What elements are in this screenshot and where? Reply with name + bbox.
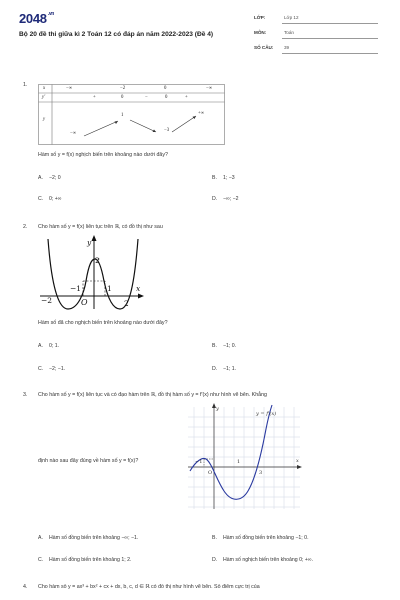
meta-count-underline: [282, 53, 378, 54]
table-x-value: −∞: [206, 86, 213, 91]
graph3-y-label: y: [216, 406, 219, 412]
table-yp-sign: 0: [165, 95, 168, 100]
graph2-tick-neg1: −1: [70, 284, 82, 293]
table-x-value: −2: [120, 86, 126, 91]
graph3-curve-label: y = f'(x): [256, 411, 277, 417]
question-3-option-a[interactable]: A. Hàm số đồng biến trên khoảng −∞; −1.: [38, 535, 139, 541]
table-yp-sign: 0: [121, 95, 124, 100]
question-3-intro: Cho hàm số y = f(x) liên tục và có đạo hàm trên ℝ, đồ thị hàm số y = f'(x) như hình vẽ bên. Khẳng: [38, 392, 267, 398]
graph3-tick-neg1: −1: [195, 459, 203, 465]
question-3-option-c[interactable]: C. Hàm số đồng biến trên khoảng 1; 2.: [38, 557, 132, 563]
question-1-option-c[interactable]: C. 0; +∞: [38, 196, 62, 202]
meta-count-value: 39: [284, 45, 290, 50]
graph2-tick-1: 1: [107, 284, 112, 293]
table-x-label: x: [43, 86, 46, 91]
table-yp-sign: +: [185, 95, 188, 100]
question-1-option-a[interactable]: A. −2; 0: [38, 175, 61, 181]
meta-class-underline: [282, 23, 378, 24]
graph2-y-label: y: [87, 238, 92, 247]
meta-class-label: LỚP:: [254, 15, 266, 20]
question-3-option-d[interactable]: D. Hàm số nghịch biến trên khoảng 0; +∞.: [212, 557, 314, 563]
table-y-value: −3: [164, 128, 170, 133]
graph3-tick-1: 1: [237, 459, 241, 465]
table-y-value: −∞: [70, 131, 77, 136]
question-3-graph: [186, 401, 304, 511]
table-yp-sign: −: [145, 95, 148, 100]
table-y-value: 1: [121, 113, 124, 118]
meta-class-row: [254, 14, 378, 24]
question-2-option-d[interactable]: D. −1; 1.: [212, 366, 237, 372]
meta-subject-underline: [282, 38, 378, 39]
meta-subject-row: [254, 29, 378, 39]
meta-subject-value: Toán: [284, 30, 294, 35]
question-3-intro-cont: định nào sau đây đúng về hàm số y = f(x)?: [38, 458, 139, 464]
table-y-value: +∞: [198, 111, 205, 116]
graph2-origin-label: O: [81, 298, 88, 307]
table-y-label: y: [43, 117, 46, 122]
logo-tld: .vn: [47, 11, 55, 17]
graph3-origin-label: O: [208, 470, 213, 476]
table-x-value: −∞: [66, 86, 73, 91]
question-2-intro: Cho hàm số y = f(x) liên tục trên ℝ, có đồ thị như sau: [38, 224, 163, 230]
question-1-option-b[interactable]: B. 1; −3: [212, 175, 235, 181]
table-yp-label: y': [42, 95, 46, 100]
logo-main: 2048: [19, 11, 47, 26]
graph2-tick-neg2: −2: [41, 296, 53, 305]
table-x-value: 0: [164, 86, 167, 91]
question-3-number: 3.: [23, 392, 28, 398]
meta-subject-label: MÔN:: [254, 30, 267, 35]
meta-class-value: Lớp 12: [284, 15, 299, 20]
question-2-option-a[interactable]: A. 0; 1.: [38, 343, 60, 349]
table-yp-sign: +: [93, 95, 96, 100]
question-4-number: 4.: [23, 584, 28, 590]
question-1-prompt: Hàm số y = f(x) nghịch biến trên khoảng nào dưới đây?: [38, 152, 168, 158]
question-4-intro: Cho hàm số y = ax³ + bx² + cx + dx, b, c, d ∈ ℝ có đồ thị như hình vẽ bên. Số điểm cực trị của: [38, 584, 260, 590]
meta-count-label: SỐ CÂU:: [254, 45, 274, 50]
graph2-x-label: x: [136, 284, 141, 293]
document-title: Bộ 20 đề thi giữa kì 2 Toán 12 có đáp án năm 2022-2023 (Đề 4): [19, 31, 214, 38]
site-logo[interactable]: [19, 11, 54, 26]
question-2-option-b[interactable]: B. −1; 0.: [212, 343, 237, 349]
meta-count-row: [254, 44, 378, 54]
question-2-prompt: Hàm số đã cho nghịch biến trên khoảng nào dưới đây?: [38, 320, 168, 326]
graph3-x-label: x: [296, 458, 299, 464]
question-1-option-d[interactable]: D. −∞; −2: [212, 196, 239, 202]
question-3-option-b[interactable]: B. Hàm số đồng biến trên khoảng −1; 0.: [212, 535, 309, 541]
question-1-number: 1.: [23, 82, 28, 88]
question-2-number: 2.: [23, 224, 28, 230]
question-2-graph: [38, 233, 146, 311]
question-2-option-c[interactable]: C. −2; −1.: [38, 366, 66, 372]
graph3-tick-3: 3: [259, 470, 263, 476]
graph2-tick-2: 2: [95, 256, 100, 265]
graph2-tick-2b: 2: [124, 299, 129, 308]
